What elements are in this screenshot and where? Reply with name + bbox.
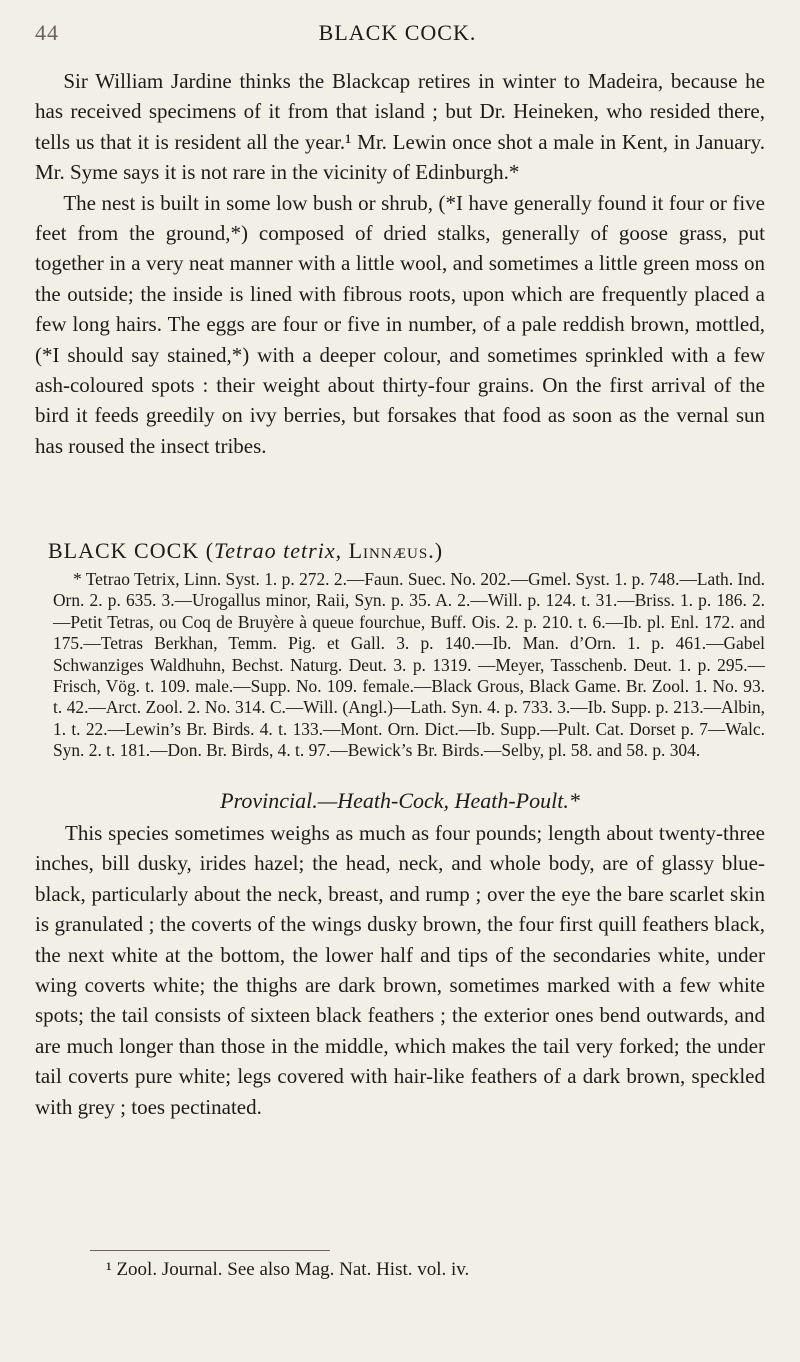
synonymy-list: * Tetrao Tetrix, Linn. Syst. 1. p. 272. 2.—Faun. Suec. No. 202.—Gmel. Syst. 1. p. 748.—Lath. Ind. Orn. 2. p. 635. 3.—Urogallus minor, Raii, Syn. p. 35. A. 2.—Will. p. 124. t. 31.—Briss. 1. p. 186. 2.—Petit Tetras, ou Coq de Bruyère à queue fourchue, Buff. Ois. 2. p. 210. t. 6.—Ib. pl. Enl. 172. and 175.—Tetras Berkhan, Temm. Pig. et Gall. 3. p. 140.—Ib. Man. d’Orn. 1. p. 461.—Gabel Schwanziges Waldhuhn, Bechst. Naturg. Deut. 3. p. 1319. —Meyer, Tasschenb. Deut. 1. p. 295.—Frisch, Vög. t. 109. male.—Supp. No. 109. female.—Black Grous, Black Game. Br. Zool. 1. No. 93. t. 42.—Arct. Zool. 2. No. 314. C.—Will. (Angl.)—Lath. Syn. 4. p. 733. 3.—Ib. Supp. p. 213.—Albin, 1. t. 22.—Lewin’s Br. Birds. 4. t. 133.—Mont. Orn. Dict.—Ib. Supp.—Pult. Cat. Dorset p. 7—Walc. Syn. 2. t. 181.—Don. Br. Birds, 4. t. 97.—Bewick’s Br. Birds.—Selby, pl. 58. and 58. p. 304. (53, 569, 765, 761)
species-latin-name: Tetrao tetrix (214, 538, 336, 563)
footnote-rule (90, 1250, 330, 1251)
provincial-names: Provincial.—Heath-Cock, Heath-Poult.* (220, 788, 580, 813)
paragraph-nest: The nest is built in some low bush or shrub, (*I have generally found it four or five feet from the ground,*) composed of dried stalks, generally of goose grass, put together in a very neat manner with a little wool, and sometimes a little green moss on the outside; the inside is lined with fibrous roots, upon which are frequently placed a few long hairs. The eggs are four or five in number, of a pale reddish brown, mottled, (*I should say stained,*) with a deeper colour, and sometimes sprinkled with a few ash-coloured spots : their weight about thirty-four grains. On the first arrival of the bird it feeds greedily on ivy berries, but forsakes that food as soon as the vernal sun has roused the insect tribes. (35, 190, 765, 458)
paragraph-blackcap-winter: Sir William Jardine thinks the Blackcap retires in winter to Madeira, because he has received specimens of it from that island ; but Dr. Heineken, who resided there, tells us that it is resident all the year.¹ Mr. Lewin once shot a male in Kent, in January. Mr. Syme says it is not rare in the vicinity of Edinburgh.* (35, 69, 765, 185)
species-name: BLACK COCK (48, 538, 200, 563)
species-description: This species sometimes weighs as much as four pounds; length about twenty-three inches, bill dusky, irides hazel; the head, neck, and whole body, are of glassy blue-black, particularly about the neck, breast, and rump ; over the eye the bare scarlet skin is granulated ; the coverts of the wings dusky brown, the four first quill feathers black, the next white at the bottom, the lower half and tips of the secondaries white, under wing coverts white; the thighs are dark brown, sometimes marked with a few white spots; the tail consists of sixteen black feathers ; the exterior ones bend outwards, and are much longer than those in the middle, which makes the tail very forked; the under tail coverts pure white; legs covered with hair-like feathers of a dark brown, speckled with grey ; toes pectinated. (35, 821, 765, 1119)
species-authority: Linnæus. (348, 538, 435, 563)
species-heading: BLACK COCK (Tetrao tetrix, Linnæus.) (48, 538, 444, 563)
intro-text (35, 66, 765, 461)
running-head (35, 20, 760, 50)
footnote: ¹ Zool. Journal. See also Mag. Nat. Hist. vol. iv. (106, 1259, 470, 1280)
page-number: 44 (35, 20, 59, 45)
running-title: BLACK COCK. (318, 20, 477, 45)
